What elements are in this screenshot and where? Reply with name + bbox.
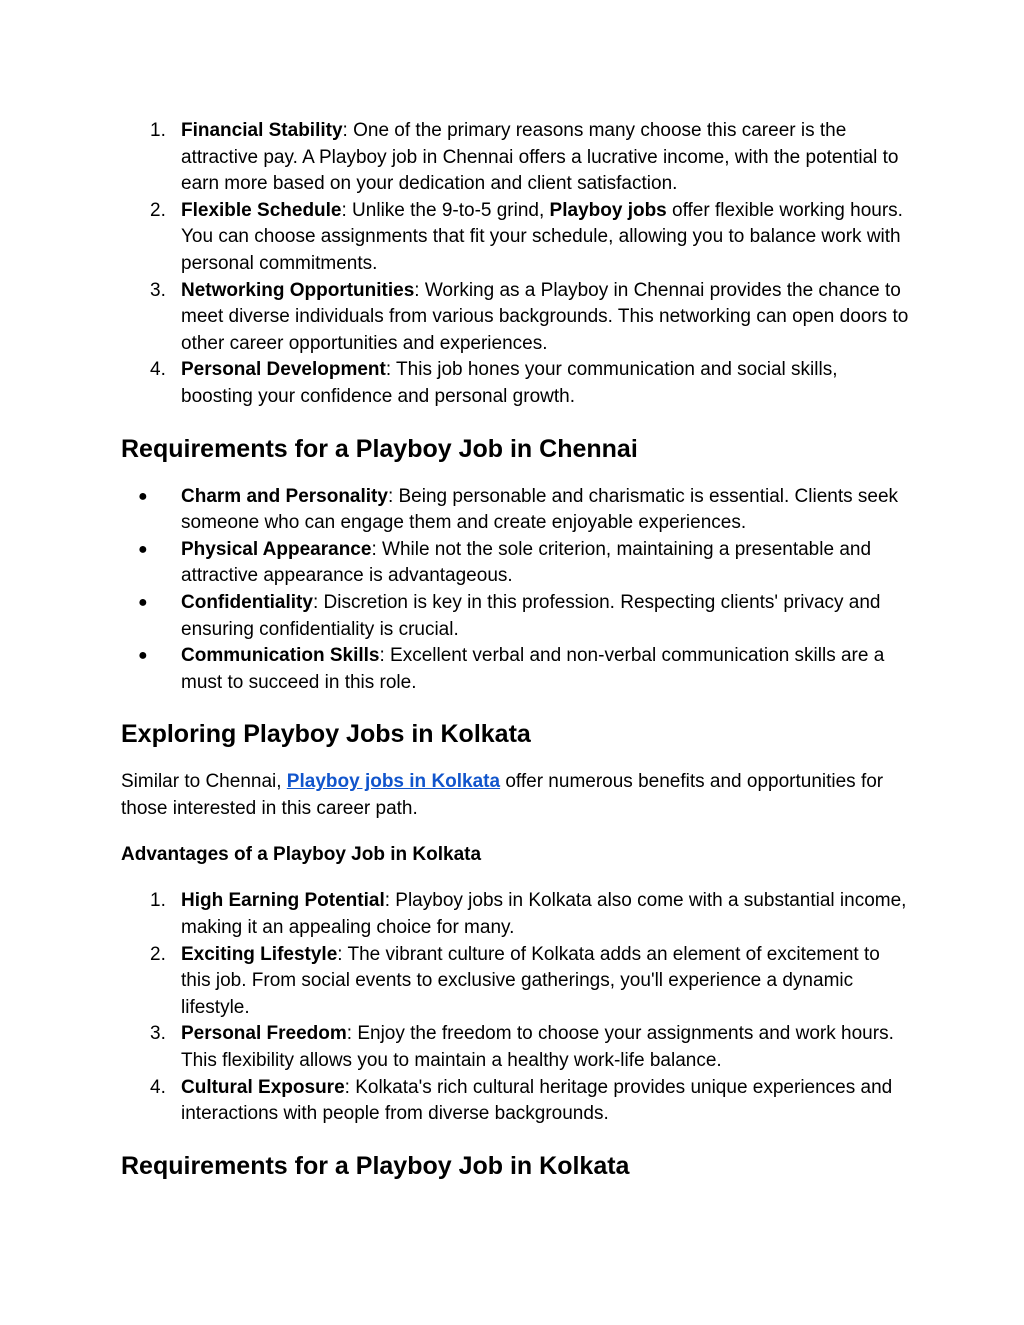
item-text: : Unlike the 9-to-5 grind,: [341, 199, 550, 221]
list-item: [121, 537, 911, 590]
list-item: [121, 942, 911, 1022]
kolkata-jobs-link[interactable]: Playboy jobs in Kolkata: [286, 771, 501, 793]
kolkata-advantages-heading: Advantages of a Playboy Job in Kolkata: [121, 844, 482, 866]
item-text: : Enjoy the freedom to choose your assignments and work hours. This flexibility allows you to maintain a healthy work-life balance.: [181, 1023, 894, 1072]
list-item: [121, 278, 911, 358]
item-title: High Earning Potential: [181, 890, 385, 912]
list-number: 4.: [150, 1076, 166, 1098]
item-text: : Discretion is key in this profession. Respecting clients' privacy and ensuring confidentiality is crucial.: [181, 591, 881, 640]
intro-text: offer numerous benefits and opportunities for those interested in this career path.: [121, 771, 884, 819]
bullet-icon: ●: [138, 647, 148, 665]
item-title: Networking Opportunities: [181, 279, 415, 301]
kolkata-heading: Exploring Playboy Jobs in Kolkata: [121, 720, 531, 749]
item-title: Exciting Lifestyle: [181, 943, 338, 965]
document-page: [121, 118, 911, 1182]
item-text: : Playboy jobs in Kolkata also come with a substantial income, making it an appealing choice for many.: [181, 890, 907, 939]
list-item: [121, 1075, 911, 1128]
intro-text: Similar to Chennai,: [121, 771, 287, 793]
item-title: Communication Skills: [181, 645, 380, 667]
item-title: Flexible Schedule: [181, 199, 342, 221]
list-item: [121, 357, 911, 410]
kolkata-advantages-list: [121, 888, 911, 1127]
item-title: Confidentiality: [181, 591, 313, 613]
item-text: : Being personable and charismatic is essential. Clients seek someone who can engage them and create enjoyable experiences.: [181, 485, 899, 534]
bullet-icon: ●: [138, 540, 148, 558]
list-item: [121, 118, 911, 198]
item-text: : Excellent verbal and non-verbal communication skills are a must to succeed in this role.: [181, 645, 885, 693]
item-title: Financial Stability: [181, 120, 343, 141]
chennai-advantages-list: [121, 118, 911, 411]
list-item: [121, 484, 911, 537]
item-text: offer flexible working hours. You can choose assignments that fit your schedule, allowing you to balance work with personal commitments.: [181, 199, 903, 274]
list-number: 3.: [150, 1023, 166, 1045]
list-number: 2.: [150, 943, 166, 965]
item-text: : Working as a Playboy in Chennai provides the chance to meet diverse individuals from various backgrounds. This networking can open doors to other career opportunities and experiences.: [181, 279, 909, 354]
item-title: Personal Freedom: [181, 1023, 347, 1045]
list-item: [121, 1021, 911, 1074]
item-title: Physical Appearance: [181, 538, 372, 560]
list-number: 2.: [150, 199, 166, 221]
item-text: : The vibrant culture of Kolkata adds an element of excitement to this job. From social events to exclusive gatherings, you'll experience a dynamic lifestyle.: [181, 943, 880, 1018]
item-bold-phrase: Playboy jobs: [549, 199, 667, 221]
item-text: : One of the primary reasons many choose this career is the attractive pay. A Playboy job in Chennai offers a lucrative income, with the potential to earn more based on your dedication and client satisfaction.: [181, 120, 899, 195]
kolkata-requirements-heading: Requirements for a Playboy Job in Kolkata: [121, 1151, 630, 1180]
list-item: [121, 590, 911, 643]
item-text: : While not the sole criterion, maintaining a presentable and attractive appearance is advantageous.: [181, 538, 872, 587]
list-number: 3.: [150, 279, 166, 301]
list-item: [121, 198, 911, 278]
chennai-requirements-list: [121, 484, 911, 697]
list-number: 1.: [150, 890, 166, 912]
item-text: : Kolkata's rich cultural heritage provides unique experiences and interactions with people from diverse backgrounds.: [181, 1076, 893, 1125]
item-title: Personal Development: [181, 359, 386, 381]
item-title: Cultural Exposure: [181, 1076, 345, 1098]
list-item: [121, 643, 911, 696]
kolkata-intro: [121, 769, 911, 822]
bullet-icon: ●: [138, 593, 148, 611]
bullet-icon: ●: [138, 487, 148, 505]
item-title: Charm and Personality: [181, 485, 388, 507]
list-item: [121, 888, 911, 941]
item-text: : This job hones your communication and social skills, boosting your confidence and personal growth.: [181, 359, 838, 407]
chennai-requirements-heading: Requirements for a Playboy Job in Chennai: [121, 434, 638, 463]
list-number: 4.: [150, 359, 166, 381]
list-number: 1.: [150, 120, 166, 141]
